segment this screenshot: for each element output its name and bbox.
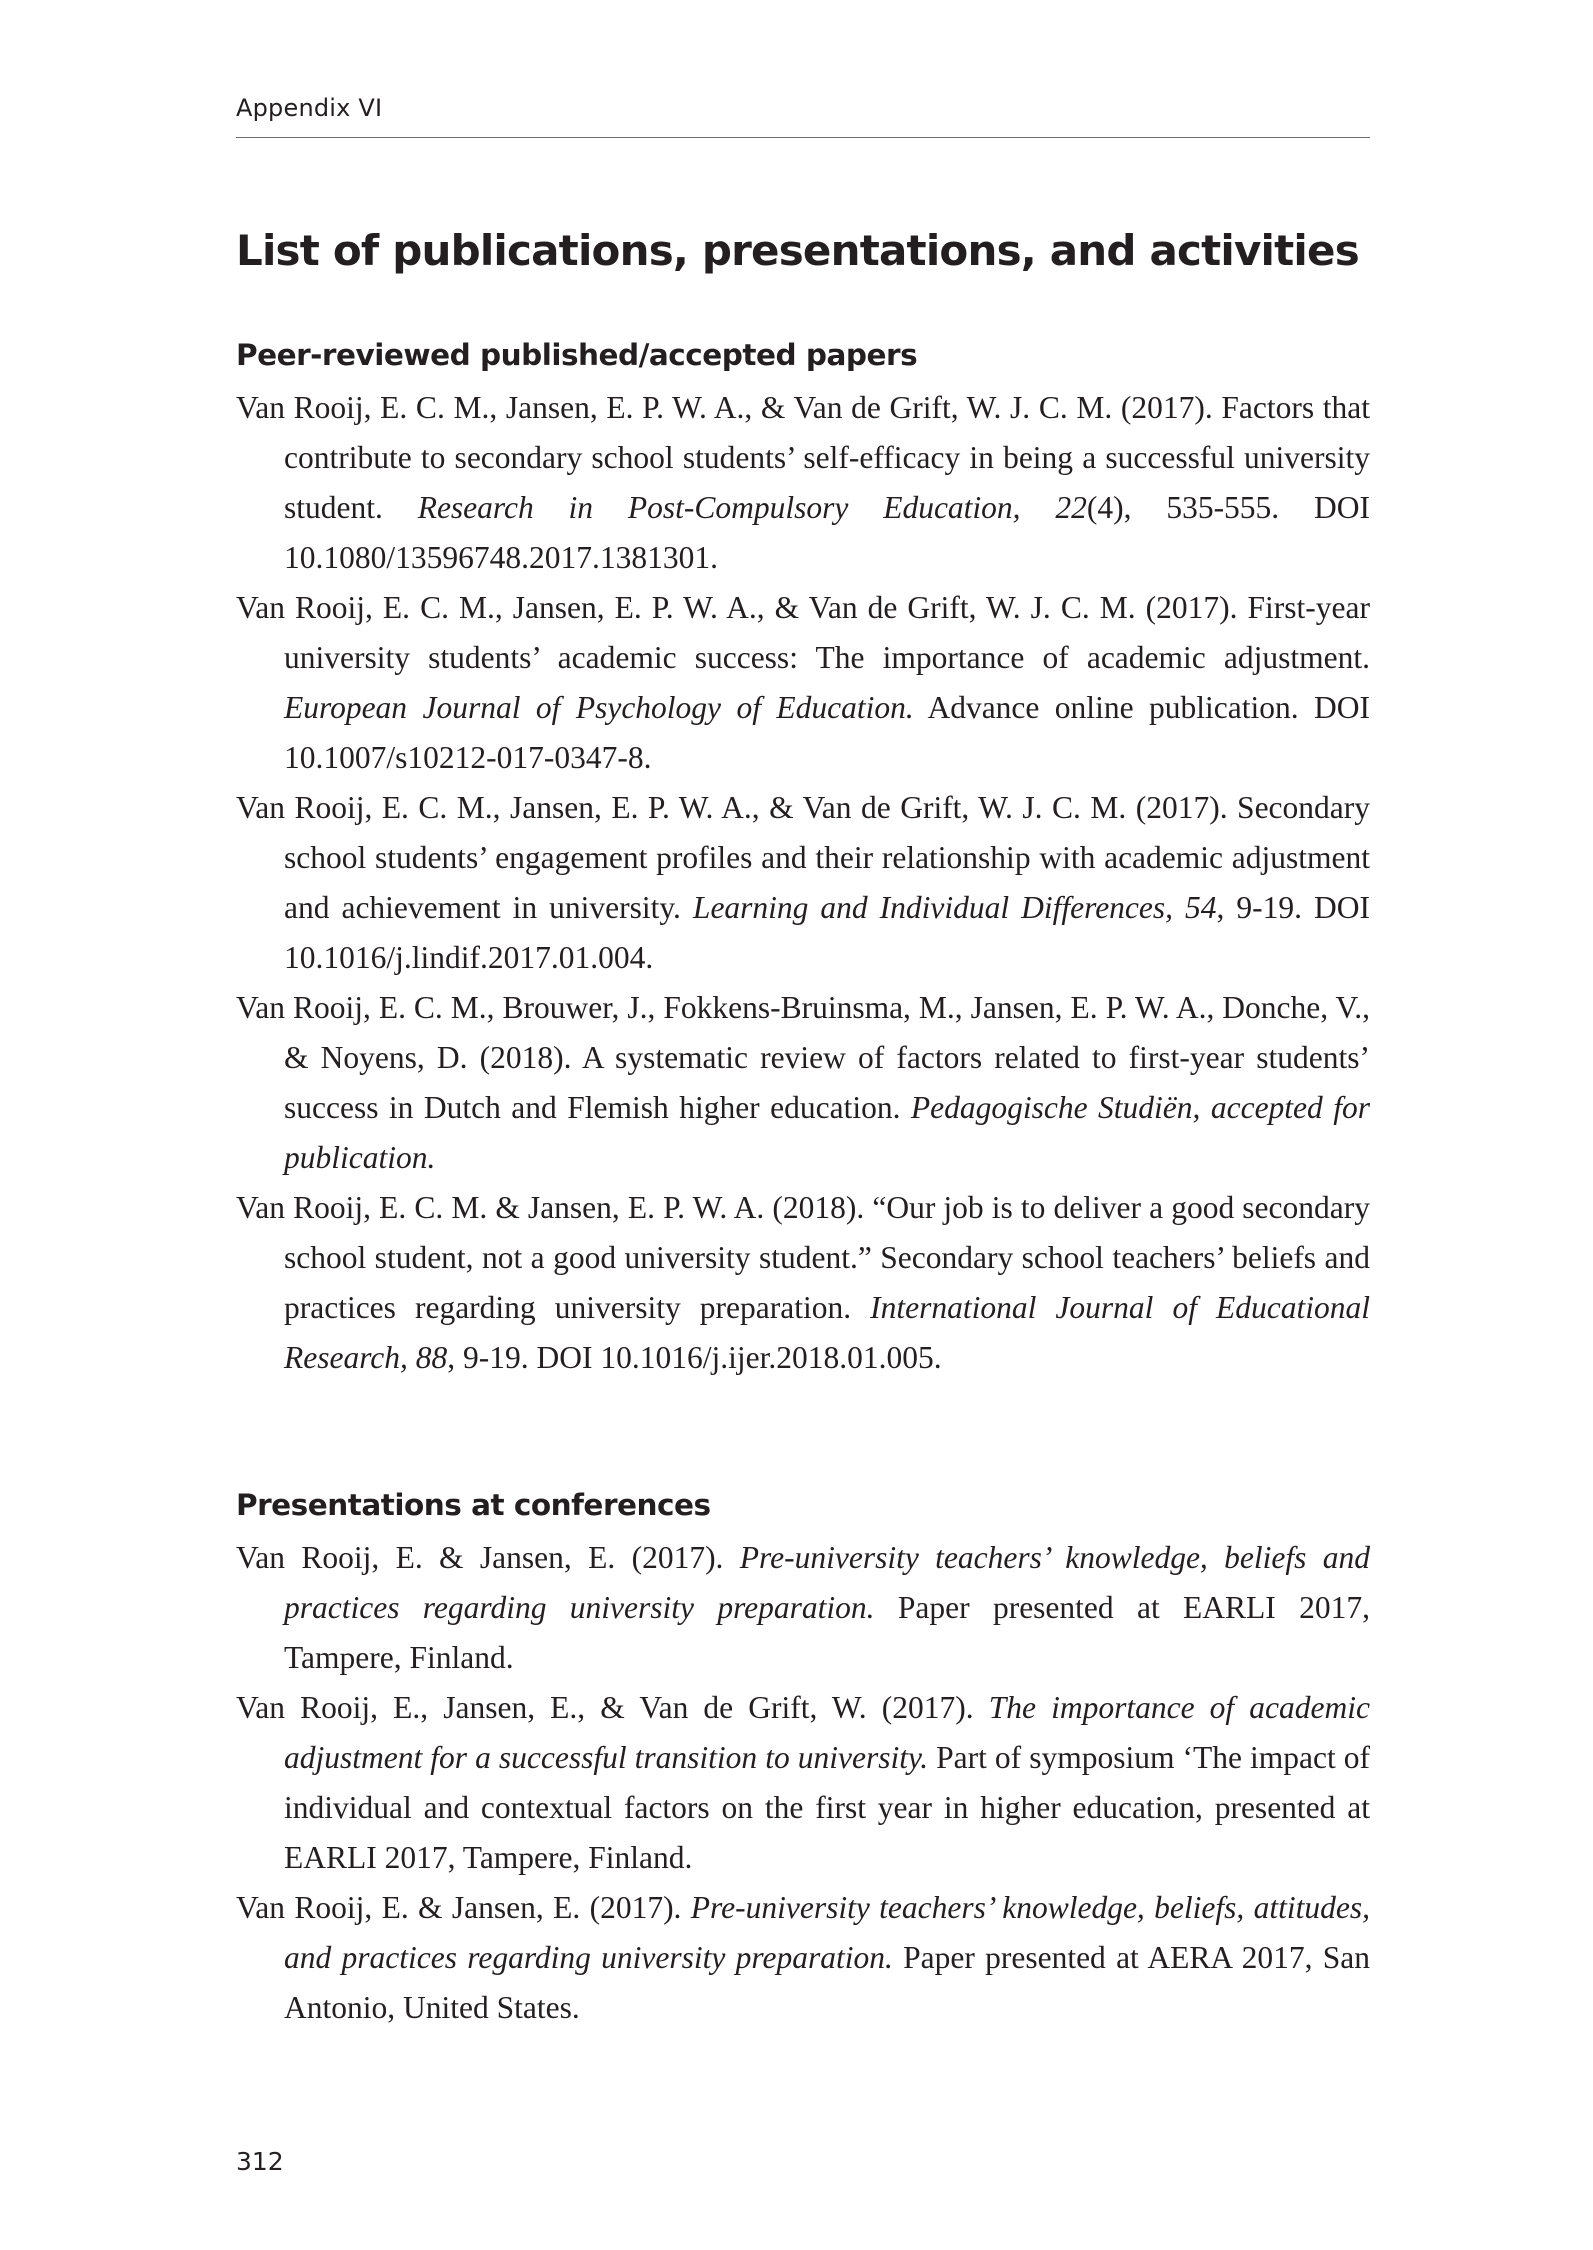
section-heading-papers: Peer-reviewed published/accepted papers [236,338,918,372]
reference-entry: Van Rooij, E. & Jansen, E. (2017). Pre-university teachers’ knowledge, beliefs and practices regarding university preparation. Paper presented at EARLI 2017, Tampere, Finland. [236,1540,1370,1675]
reference-entry: Van Rooij, E. C. M., Jansen, E. P. W. A., & Van de Grift, W. J. C. M. (2017). Factors that contribute to secondary school students’ self-efficacy in being a successful university student. Research in Post-Compulsory Education, 22(4), 535-555. DOI 10.1080/13596748.2017.1381301. [236,390,1370,575]
section-heading-presentations: Presentations at conferences [236,1488,711,1522]
reference-entry: Van Rooij, E., Jansen, E., & Van de Grift, W. (2017). The importance of academic adjustment for a successful transition to university. Part of symposium ‘The impact of individual and contextual factors on the first year in higher education, presented at EARLI 2017, Tampere, Finland. [236,1690,1370,1875]
page-number: 312 [236,2147,284,2176]
reference-entry: Van Rooij, E. & Jansen, E. (2017). Pre-university teachers’ knowledge, beliefs, attitudes, and practices regarding university preparation. Paper presented at AERA 2017, San Antonio, United States. [236,1890,1370,2025]
presentations-list [236,1533,1370,2033]
header-divider [236,137,1370,138]
papers-list [236,383,1370,1383]
reference-entry: Van Rooij, E. C. M., Jansen, E. P. W. A., & Van de Grift, W. J. C. M. (2017). First-year university students’ academic success: The importance of academic adjustment. European Journal of Psychology of Education. Advance online publication. DOI 10.1007/s10212-017-0347-8. [236,590,1370,775]
reference-entry: Van Rooij, E. C. M. & Jansen, E. P. W. A. (2018). “Our job is to deliver a good secondary school student, not a good university student.” Secondary school teachers’ beliefs and practices regarding university preparation. International Journal of Educational Research, 88, 9-19. DOI 10.1016/j.ijer.2018.01.005. [236,1190,1370,1375]
reference-entry: Van Rooij, E. C. M., Jansen, E. P. W. A., & Van de Grift, W. J. C. M. (2017). Secondary school students’ engagement profiles and their relationship with academic adjustment and achievement in university. Learning and Individual Differences, 54, 9-19. DOI 10.1016/j.lindif.2017.01.004. [236,790,1370,975]
reference-entry: Van Rooij, E. C. M., Brouwer, J., Fokkens-Bruinsma, M., Jansen, E. P. W. A., Donche, V., & Noyens, D. (2018). A systematic review of factors related to first-year students’ success in Dutch and Flemish higher education. Pedagogische Studiën, accepted for publication. [236,990,1370,1175]
running-head: Appendix VI [236,94,383,122]
page-title: List of publications, presentations, and activities [236,226,1359,275]
